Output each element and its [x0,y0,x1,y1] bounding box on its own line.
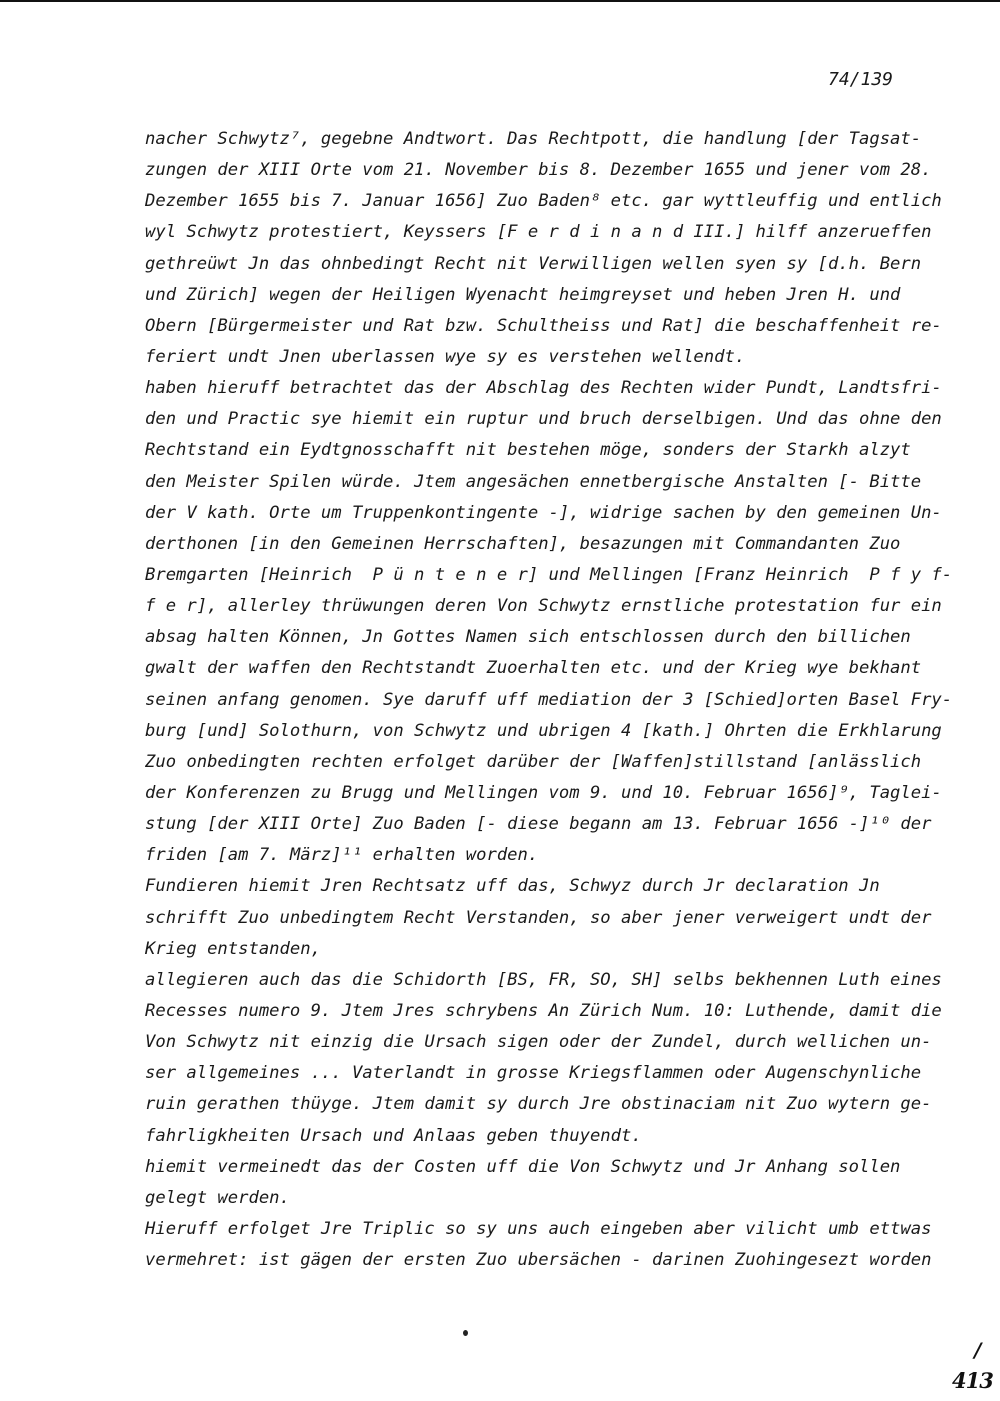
text-line: wyl Schwytz protestiert, Keyssers [F e r d i n a n d III.] hilff anzerueffen [145,222,932,243]
text-line: der Konferenzen zu Brugg und Mellingen vom 9. und 10. Februar 1656]⁹, Taglei- [145,782,942,803]
text-line: Hieruff erfolget Jre Triplic so sy uns auch eingeben aber vilicht umb ettwas [145,1218,932,1239]
text-line: Dezember 1655 bis 7. Januar 1656] Zuo Baden⁸ etc. gar wyttleuffig und entlich [145,191,942,212]
handwritten-mark: / [974,1338,982,1362]
text-line: Krieg entstanden, [145,938,321,959]
text-line: den Meister Spilen würde. Jtem angesächen ennetbergische Anstalten [- Bitte [145,471,922,492]
text-line: gethreüwt Jn das ohnbedingt Recht nit Verwilligen wellen syen sy [d.h. Bern [145,253,922,274]
text-line: Von Schwytz nit einzig die Ursach sigen oder der Zundel, durch wellichen un- [145,1032,932,1053]
text-line: vermehret: ist gägen der ersten Zuo ubersächen - darinen Zuohingesezt worden [145,1250,932,1271]
text-line: feriert undt Jnen uberlassen wye sy es verstehen wellendt. [145,346,746,367]
text-line: stung [der XIII Orte] Zuo Baden [- diese begann am 13. Februar 1656 -]¹⁰ der [145,814,932,835]
text-line: Recesses numero 9. Jtem Jres schrybens An Zürich Num. 10: Luthende, damit die [145,1000,942,1021]
text-line: ser allgemeines ... Vaterlandt in grosse Kriegsflammen oder Augenschynliche [145,1063,922,1084]
text-line: derthonen [in den Gemeinen Herrschaften], besazungen mit Commandanten Zuo [145,533,901,554]
text-line: absag halten Können, Jn Gottes Namen sich entschlossen durch den billichen [145,627,911,648]
text-line: und Zürich] wegen der Heiligen Wyenacht heimgreyset und heben Jren H. und [145,284,901,305]
text-line: burg [und] Solothurn, von Schwytz und ubrigen 4 [kath.] Ohrten die Erkhlarung [145,720,942,741]
text-line: Obern [Bürgermeister und Rat bzw. Schultheiss und Rat] die beschaffenheit re- [145,315,942,336]
text-line: Zuo onbedingten rechten erfolget darüber der [Waffen]stillstand [anlässlich [145,751,922,772]
text-line: f e r], allerley thrüwungen deren Von Schwytz ernstliche protestation fur ein [145,596,942,617]
text-line: der V kath. Orte um Truppenkontingente -], widrige sachen by den gemeinen Un- [145,502,942,523]
text-line: schrifft Zuo unbedingtem Recht Verstanden, so aber jener verweigert undt der [145,907,932,928]
text-line: fahrligkheiten Ursach und Anlaas geben thuyendt. [145,1125,642,1146]
text-line: friden [am 7. März]¹¹ erhalten worden. [145,845,539,866]
text-line: seinen anfang genomen. Sye daruff uff mediation der 3 [Schied]orten Basel Fry- [145,689,953,710]
text-line: gelegt werden. [145,1187,290,1208]
handwritten-number: 413 [952,1368,993,1393]
text-line: Bremgarten [Heinrich P ü n t e n e r] und Mellingen [Franz Heinrich P f y f- [145,564,953,585]
page-top-edge [0,0,1000,2]
ink-dot [463,1330,468,1336]
text-line: nacher Schwytz⁷, gegebne Andtwort. Das Rechtpott, die handlung [der Tagsat- [145,129,922,149]
text-line: zungen der XIII Orte vom 21. November bis 8. Dezember 1655 und jener vom 28. [145,160,932,181]
text-line: allegieren auch das die Schidorth [BS, FR, SO, SH] selbs bekhennen Luth eines [145,969,942,990]
text-line: haben hieruff betrachtet das der Abschlag des Rechten wider Pundt, Landtsfri- [145,378,942,399]
text-line: hiemit vermeinedt das der Costen uff die Von Schwytz und Jr Anhang sollen [145,1156,901,1177]
text-line: ruin gerathen thüyge. Jtem damit sy durch Jre obstinaciam nit Zuo wytern ge- [145,1094,932,1115]
text-line: den und Practic sye hiemit ein ruptur und bruch derselbigen. Und das ohne den [145,409,942,430]
document-body [145,124,953,1276]
text-line: Fundieren hiemit Jren Rechtsatz uff das, Schwyz durch Jr declaration Jn [145,876,880,897]
text-line: Rechtstand ein Eydtgnosschafft nit bestehen möge, sonders der Starkh alzyt [145,440,911,461]
handwritten-folio-number [950,1340,995,1398]
page-number: 74/139 [828,69,894,90]
text-line: gwalt der waffen den Rechtstandt Zuoerhalten etc. und der Krieg wye bekhant [145,658,922,679]
